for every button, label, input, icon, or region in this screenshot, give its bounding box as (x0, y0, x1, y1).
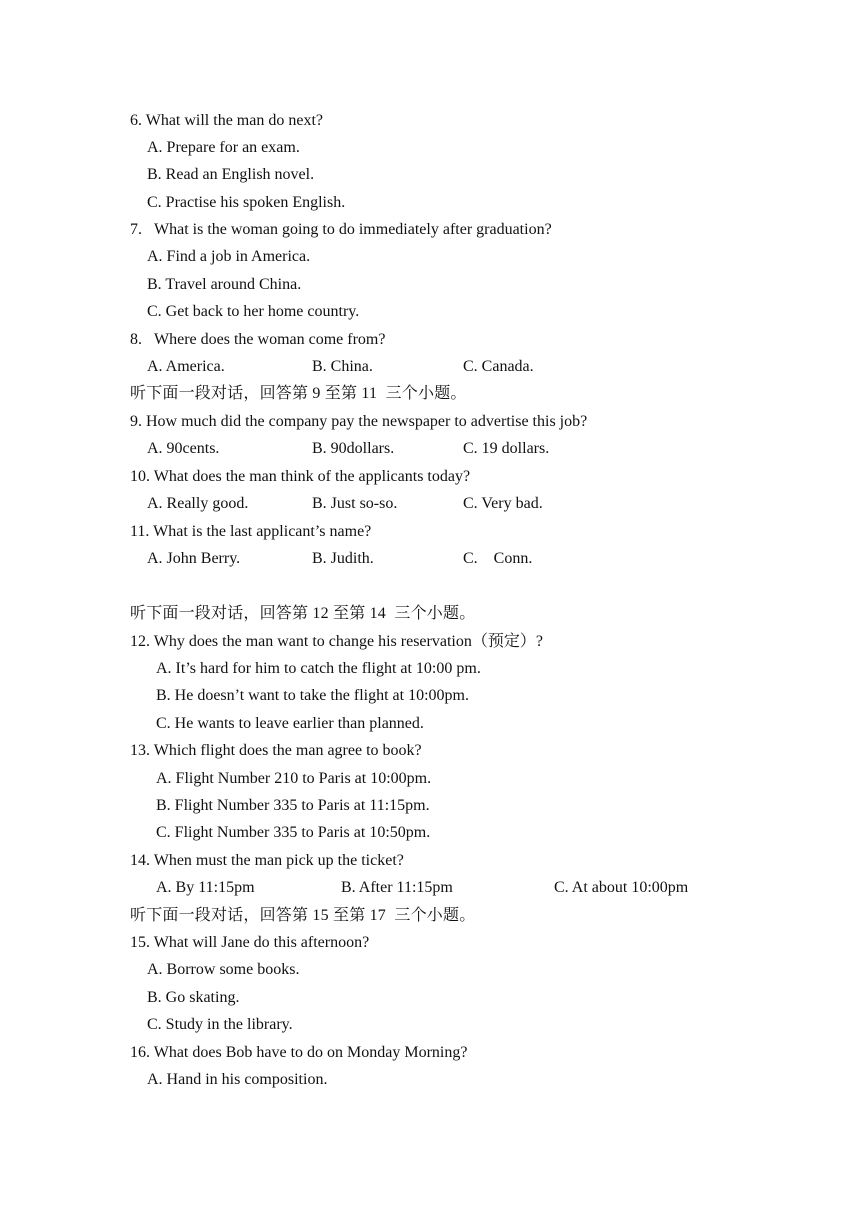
question-6: 6. What will the man do next? (130, 112, 323, 129)
question-8-option-b: B. China. (312, 358, 373, 375)
question-11: 11. What is the last applicant’s name? (130, 523, 372, 540)
question-15-option-a: A. Borrow some books. (147, 961, 300, 978)
question-9: 9. How much did the company pay the newspaper to advertise this job? (130, 413, 588, 430)
question-10-option-a: A. Really good. (147, 495, 249, 512)
question-11-option-a: A. John Berry. (147, 550, 241, 567)
question-14: 14. When must the man pick up the ticket? (130, 852, 404, 869)
question-11-option-c: C. Conn. (463, 550, 533, 567)
question-13: 13. Which flight does the man agree to book? (130, 742, 422, 759)
question-14-option-b: B. After 11:15pm (341, 879, 453, 896)
question-10-option-b: B. Just so-so. (312, 495, 398, 512)
question-10-option-c: C. Very bad. (463, 495, 543, 512)
question-7: 7. What is the woman going to do immediately after graduation? (130, 221, 552, 238)
question-12-option-b: B. He doesn’t want to take the flight at 10:00pm. (156, 687, 469, 704)
question-12: 12. Why does the man want to change his reservation（预定）? (130, 633, 543, 650)
question-13-option-b: B. Flight Number 335 to Paris at 11:15pm. (156, 797, 430, 814)
question-7-option-a: A. Find a job in America. (147, 248, 311, 265)
question-9-option-c: C. 19 dollars. (463, 440, 550, 457)
question-14-option-a: A. By 11:15pm (156, 879, 255, 896)
question-15-option-b: B. Go skating. (147, 989, 240, 1006)
question-16: 16. What does Bob have to do on Monday Morning? (130, 1044, 468, 1061)
question-9-option-a: A. 90cents. (147, 440, 220, 457)
question-9-option-b: B. 90dollars. (312, 440, 395, 457)
question-7-option-b: B. Travel around China. (147, 276, 302, 293)
question-12-option-c: C. He wants to leave earlier than planned. (156, 715, 424, 732)
question-7-option-c: C. Get back to her home country. (147, 303, 360, 320)
question-13-option-a: A. Flight Number 210 to Paris at 10:00pm. (156, 770, 432, 787)
question-8-option-a: A. America. (147, 358, 225, 375)
question-6-option-c: C. Practise his spoken English. (147, 194, 346, 211)
question-10: 10. What does the man think of the applicants today? (130, 468, 471, 485)
question-15: 15. What will Jane do this afternoon? (130, 934, 370, 951)
question-12-option-a: A. It’s hard for him to catch the flight at 10:00 pm. (156, 660, 481, 677)
question-8: 8. Where does the woman come from? (130, 331, 386, 348)
question-6-option-a: A. Prepare for an exam. (147, 139, 300, 156)
section-instruction-15-17: 听下面一段对话，回答第 15 至第 17 三个小题。 (130, 907, 476, 924)
question-14-option-c: C. At about 10:00pm (554, 879, 689, 896)
section-instruction-9-11: 听下面一段对话，回答第 9 至第 11 三个小题。 (130, 385, 467, 402)
question-8-option-c: C. Canada. (463, 358, 534, 375)
question-16-option-a: A. Hand in his composition. (147, 1071, 328, 1088)
question-13-option-c: C. Flight Number 335 to Paris at 10:50pm. (156, 824, 431, 841)
section-instruction-12-14: 听下面一段对话，回答第 12 至第 14 三个小题。 (130, 605, 476, 622)
question-6-option-b: B. Read an English novel. (147, 166, 315, 183)
question-15-option-c: C. Study in the library. (147, 1016, 293, 1033)
question-11-option-b: B. Judith. (312, 550, 374, 567)
